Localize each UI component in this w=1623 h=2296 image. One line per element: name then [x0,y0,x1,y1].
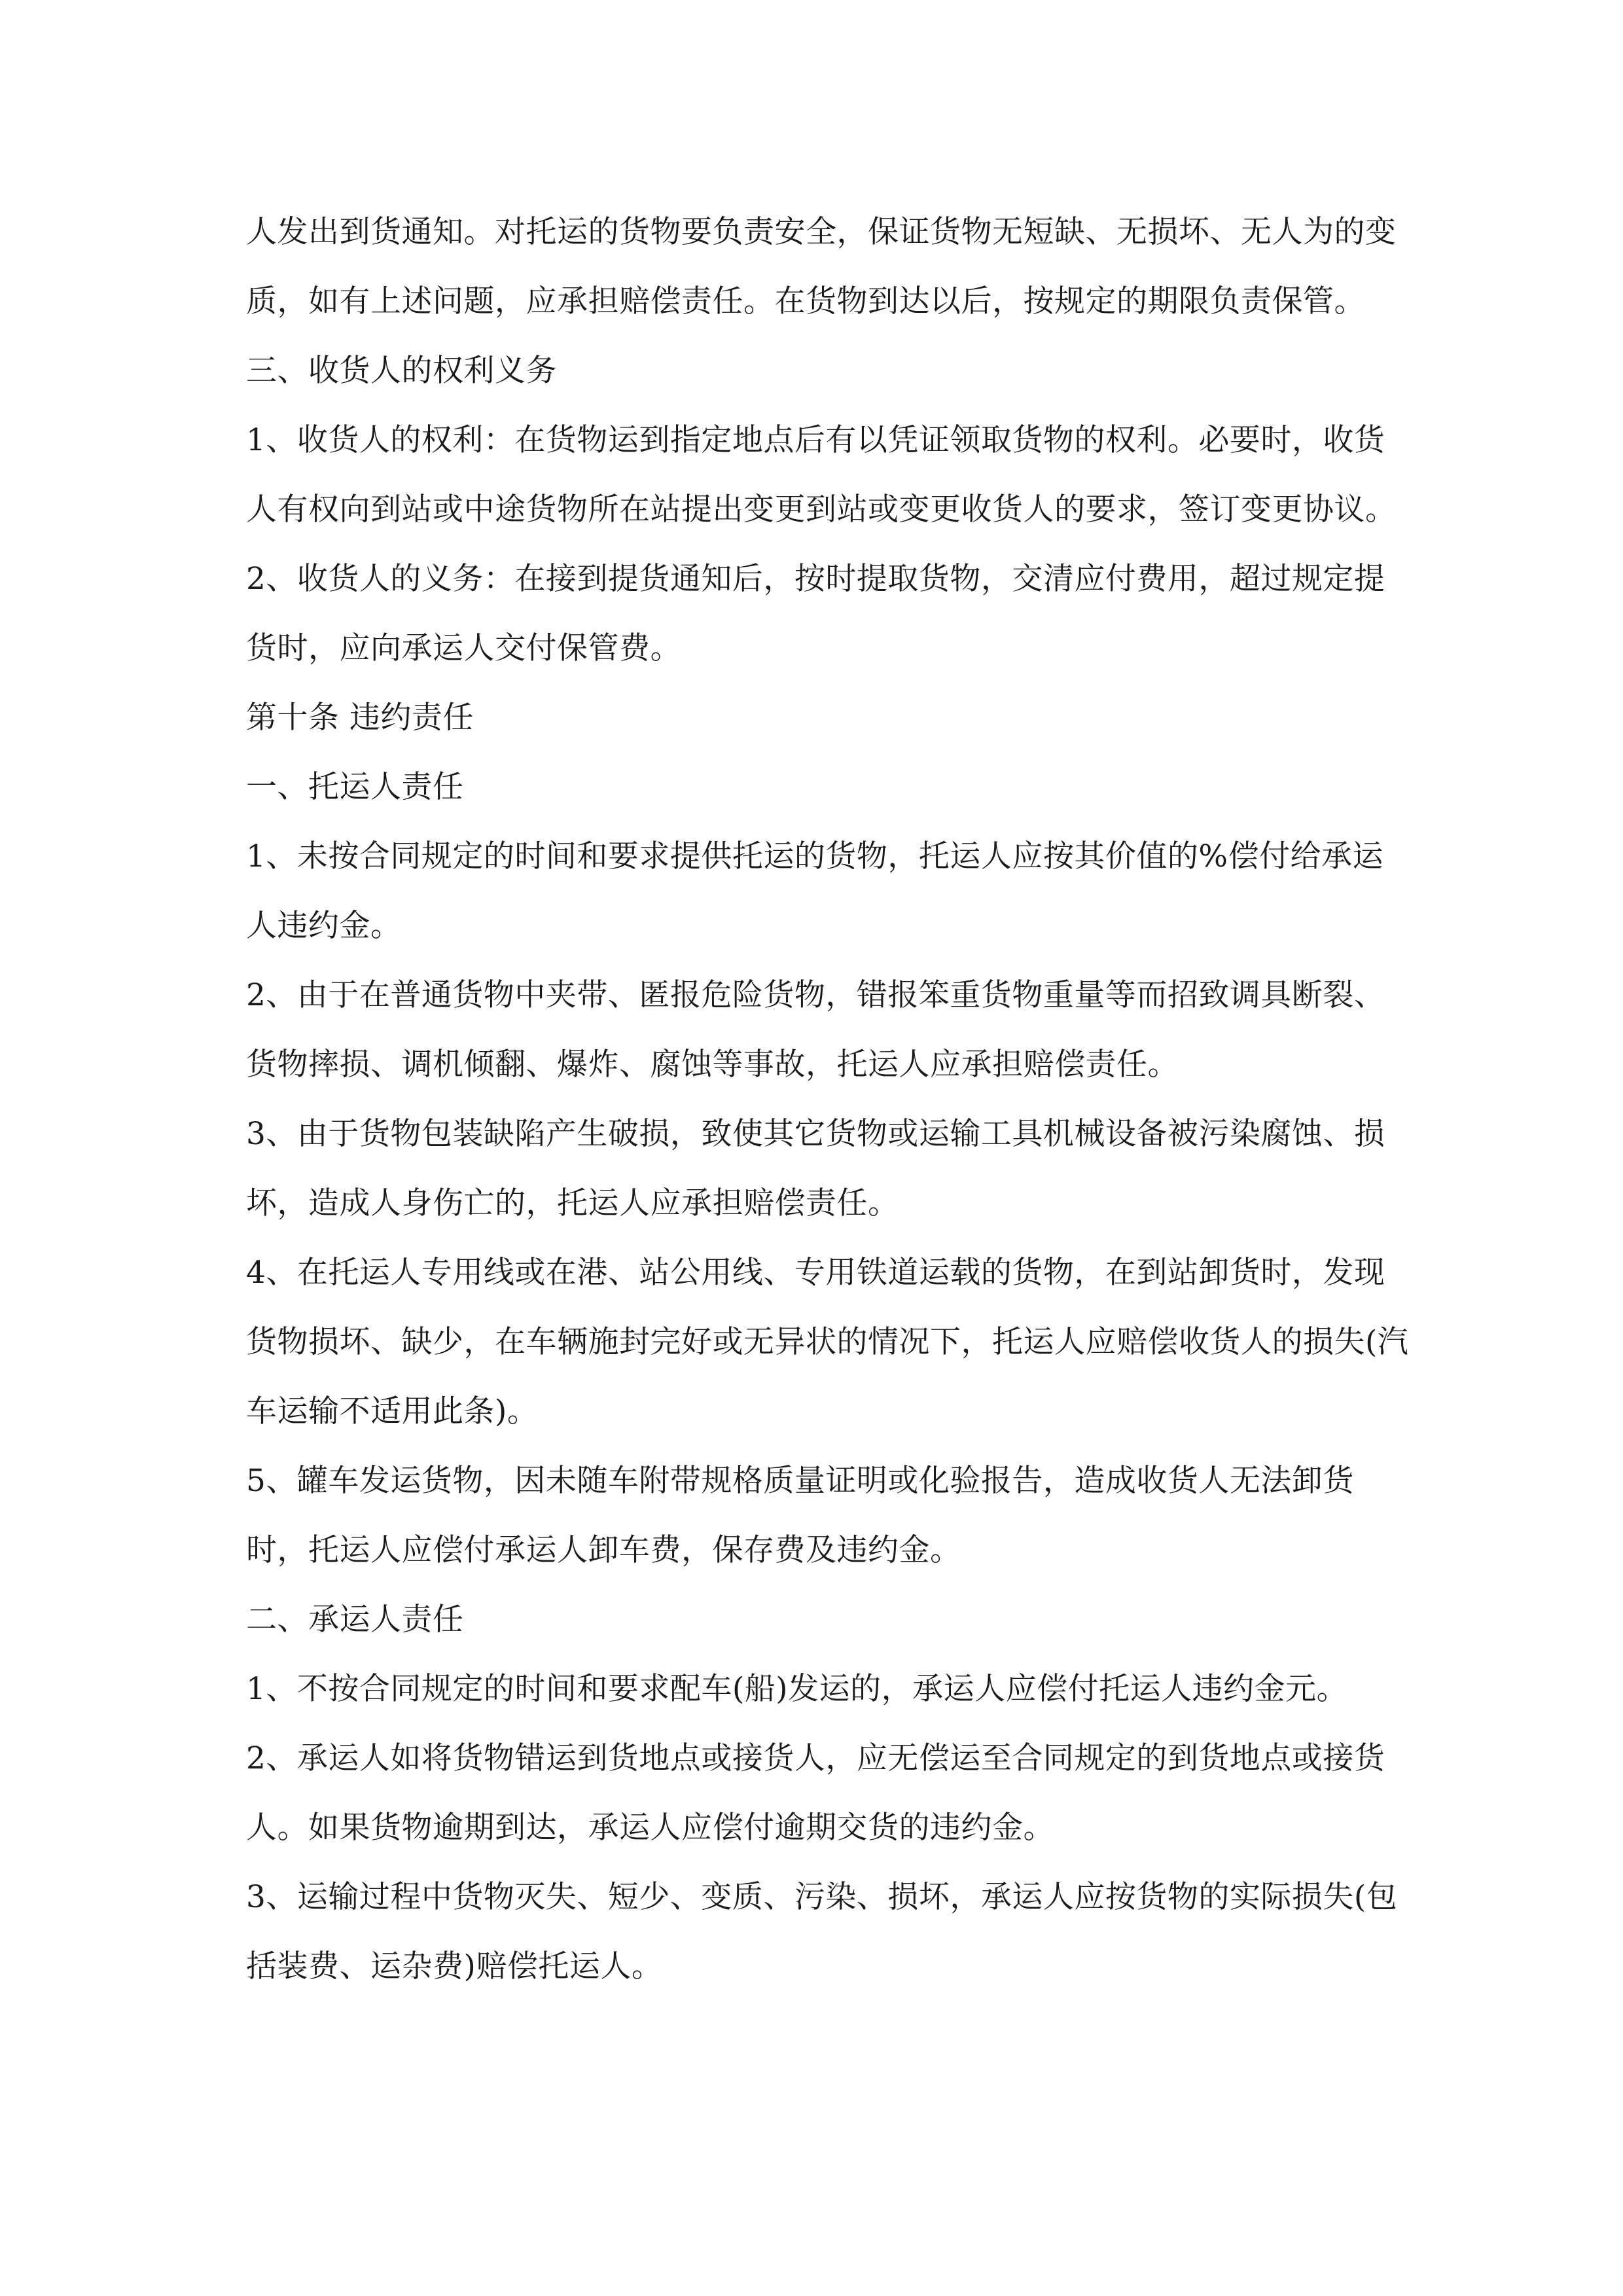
paragraph-carrier-liability-3: 3、运输过程中货物灭失、短少、变质、污染、损坏，承运人应按货物的实际损失(包括装费、运杂费)赔偿托运人。 [246,1879,1398,1984]
paragraph-shipper-liability-4: 4、在托运人专用线或在港、站公用线、专用铁道运载的货物，在到站卸货时，发现货物损坏、缺少，在车辆施封完好或无异状的情况下，托运人应赔偿收货人的损失(汽车运输不适用此条)。 [246,1255,1409,1429]
paragraph-carrier-obligation-continued: 人发出到货通知。对托运的货物要负责安全，保证货物无短缺、无损坏、无人为的变质，如有上述问题，应承担赔偿责任。在货物到达以后，按规定的期限负责保管。 [246,214,1397,319]
paragraph-shipper-liability-2: 2、由于在普通货物中夹带、匿报危险货物，错报笨重货物重量等而招致调具断裂、货物摔损、调机倾翻、爆炸、腐蚀等事故，托运人应承担赔偿责任。 [246,977,1385,1083]
paragraph-consignee-obligations: 2、收货人的义务：在接到提货通知后，按时提取货物，交清应付费用，超过规定提货时，应向承运人交付保管费。 [246,561,1385,666]
heading-shipper-liability: 一、托运人责任 [246,769,464,805]
paragraph-carrier-liability-2: 2、承运人如将货物错运到货地点或接货人，应无偿运至合同规定的到货地点或接货人。如果货物逾期到达，承运人应偿付逾期交货的违约金。 [246,1740,1385,1846]
paragraph-shipper-liability-5: 5、罐车发运货物，因未随车附带规格质量证明或化验报告，造成收货人无法卸货时，托运人应偿付承运人卸车费，保存费及违约金。 [246,1463,1354,1568]
heading-consignee-rights-obligations: 三、收货人的权利义务 [246,353,557,389]
heading-article-ten-liability: 第十条 违约责任 [246,700,474,736]
heading-carrier-liability: 二、承运人责任 [246,1602,464,1638]
paragraph-shipper-liability-1: 1、未按合同规定的时间和要求提供托运的货物，托运人应按其价值的%偿付给承运人违约金。 [246,838,1384,944]
document-body [246,198,1411,2001]
paragraph-carrier-liability-1: 1、不按合同规定的时间和要求配车(船)发运的，承运人应偿付托运人违约金元。 [246,1671,1348,1707]
paragraph-shipper-liability-3: 3、由于货物包装缺陷产生破损，致使其它货物或运输工具机械设备被污染腐蚀、损坏，造成人身伤亡的，托运人应承担赔偿责任。 [246,1116,1385,1221]
paragraph-consignee-rights: 1、收货人的权利：在货物运到指定地点后有以凭证领取货物的权利。必要时，收货人有权向到站或中途货物所在站提出变更到站或变更收货人的要求，签订变更协议。 [246,422,1397,528]
